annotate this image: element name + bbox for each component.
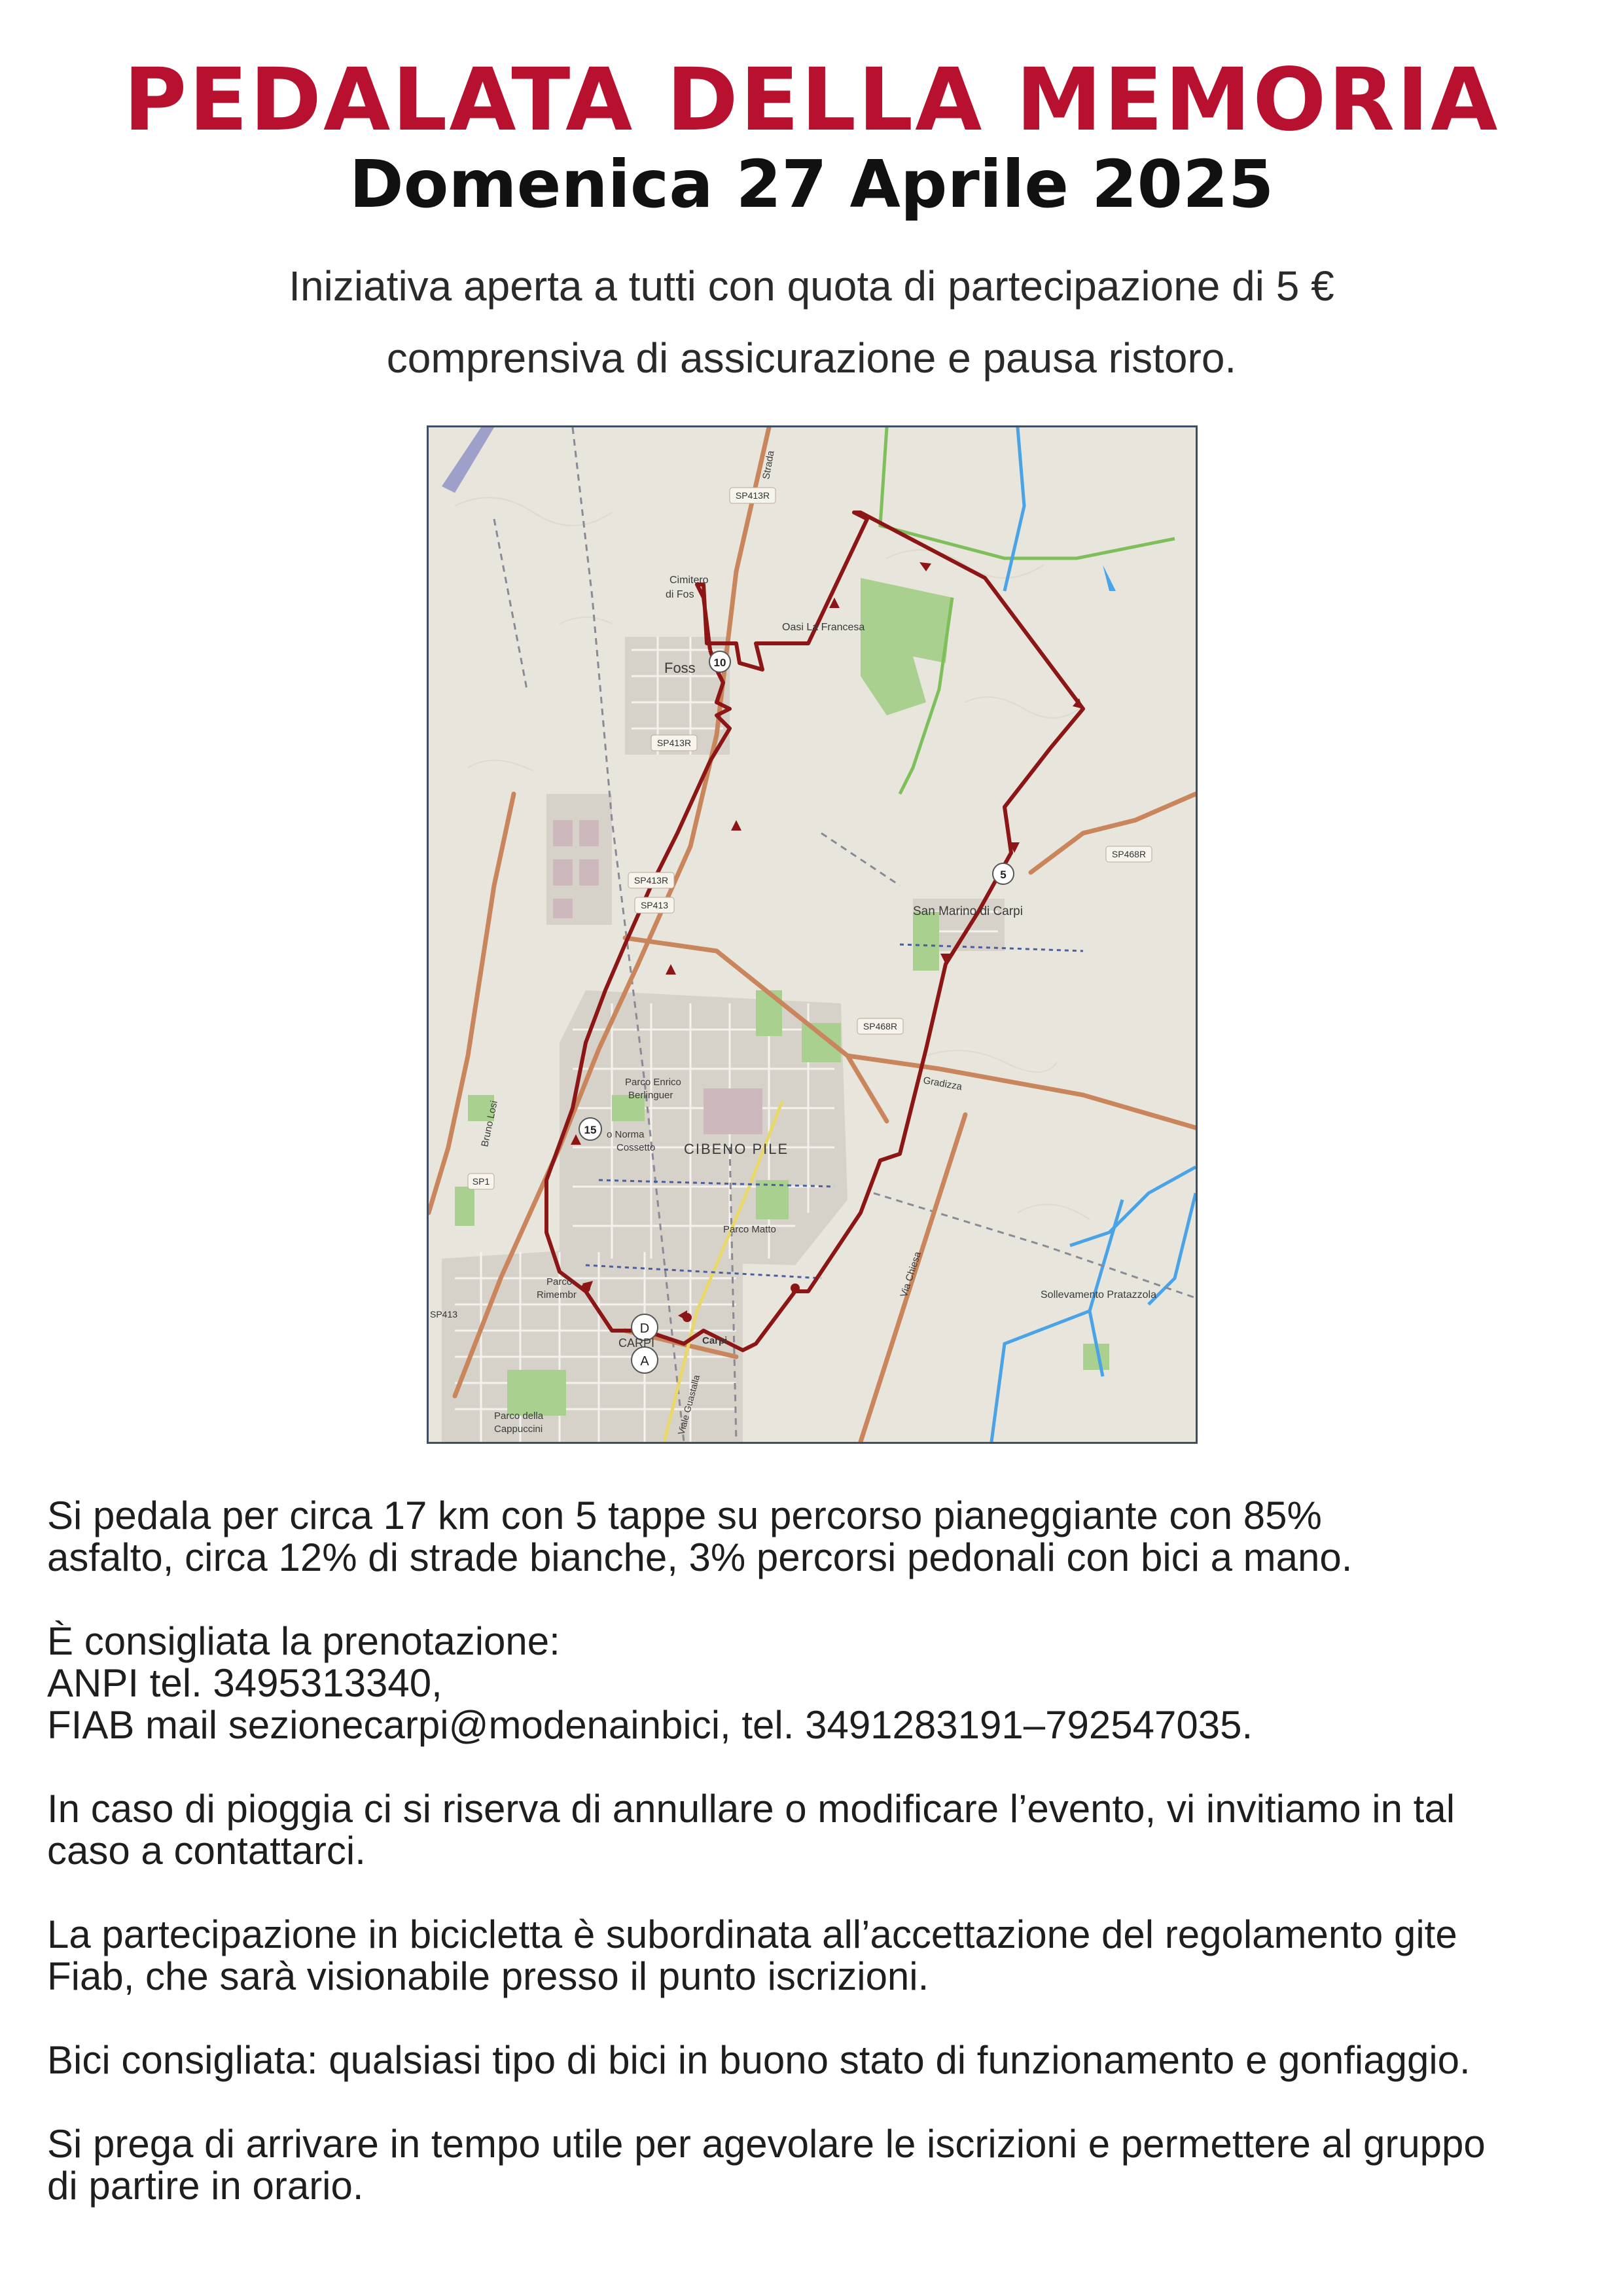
route-dot-1 (683, 1313, 692, 1322)
label-viale-guastalla: Viale Guastalla (675, 1373, 702, 1436)
shield-sp468r-a: SP468R (1111, 849, 1147, 859)
paragraph-regulation (47, 1914, 1578, 1998)
paragraph-route-line-1: Si pedala per circa 17 km con 5 tappe su percorso pianeggiante con 85% (47, 1494, 1322, 1537)
paragraph-booking-line-2: ANPI tel. 3495313340, (47, 1661, 442, 1705)
poster-title: PEDALATA DELLA MEMORIA (123, 50, 1500, 151)
marker-stage-15-label: 15 (584, 1124, 597, 1136)
paragraph-route-line-2: asfalto, circa 12% di strade bianche, 3% percorsi pedonali con bici a mano. (47, 1535, 1353, 1579)
label-gradizza: Gradizza (922, 1075, 963, 1093)
marker-arrival-label: A (640, 1354, 649, 1369)
label-fossoli: Foss (664, 660, 696, 676)
label-rimembr: Rimembr (537, 1289, 577, 1300)
marker-stage-10-label: 10 (713, 656, 726, 669)
label-carpi: CARPI (618, 1336, 655, 1350)
label-parco-della: Parco della (494, 1410, 544, 1422)
paragraph-rain (47, 1788, 1578, 1872)
label-norma: o Norma (607, 1129, 645, 1140)
label-cossetto: Cossetto (616, 1142, 656, 1153)
paragraph-route (47, 1495, 1578, 1579)
paragraph-rain-line-1: In caso di pioggia ci si riserva di annullare o modificare l’evento, vi invitiamo in tal (47, 1787, 1455, 1831)
label-oasi: Oasi La Francesa (782, 622, 865, 633)
label-strada: Strada (760, 450, 777, 480)
route-map (427, 425, 1198, 1444)
paragraph-booking (47, 1621, 1578, 1746)
paragraph-bike (47, 2039, 1578, 2081)
marker-stage-5 (993, 863, 1014, 884)
shield-sp413-left: SP413 (430, 1309, 458, 1319)
marker-arrival (632, 1347, 658, 1373)
shield-sp413r-c: SP413R (633, 875, 669, 886)
label-cappuccini: Cappuccini (494, 1424, 543, 1435)
paragraph-booking-line-3: FIAB mail sezionecarpi@modenainbici, tel. 3491283191–792547035. (47, 1703, 1253, 1747)
paragraph-rain-line-2: caso a contattarci. (47, 1829, 366, 1873)
marker-start-label: D (639, 1321, 650, 1336)
marker-stage-10 (709, 651, 730, 672)
paragraph-arrival-line-1: Si prega di arrivare in tempo utile per agevolare le iscrizioni e permettere al gruppo (47, 2122, 1486, 2166)
intro-line-2: comprensiva di assicurazione e pausa ristoro. (386, 334, 1237, 382)
label-cibeno: CIBENO PILE (684, 1141, 789, 1157)
label-di-fossoli: di Fos (666, 589, 694, 600)
shield-sp1: SP1 (472, 1176, 490, 1187)
paragraph-booking-line-1: È consigliata la prenotazione: (47, 1619, 560, 1663)
shield-sp468r-b: SP468R (863, 1021, 898, 1031)
route-dot-3 (581, 1283, 590, 1293)
label-parco-matto: Parco Matto (723, 1224, 776, 1235)
info-text (47, 1495, 1578, 2249)
shield-sp413r-a: SP413R (735, 490, 770, 501)
label-via-chiesa: Via Chiesa (898, 1250, 924, 1299)
paragraph-arrival (47, 2123, 1578, 2207)
paragraph-bike-line-1: Bici consigliata: qualsiasi tipo di bici in buono stato di funzionamento e gonfiaggio. (47, 2038, 1471, 2082)
marker-stage-15 (579, 1118, 601, 1140)
label-bruno-losi: Bruno Losi (479, 1100, 500, 1148)
label-carpi-small: Carpi (702, 1335, 728, 1346)
paragraph-regulation-line-2: Fiab, che sarà visionabile presso il punto iscrizioni. (47, 1954, 929, 1998)
event-date: Domenica 27 Aprile 2025 (349, 146, 1274, 223)
label-berlinguer: Berlinguer (628, 1090, 673, 1101)
label-san-marino: San Marino di Carpi (913, 905, 1023, 918)
intro-line-1: Iniziativa aperta a tutti con quota di partecipazione di 5 € (289, 262, 1334, 310)
label-parco-enrico: Parco Enrico (625, 1077, 681, 1088)
shield-sp413r-d: SP413 (640, 900, 669, 910)
route-dot-2 (791, 1283, 800, 1293)
intro-text (0, 250, 1623, 394)
shield-sp413r-b: SP413R (656, 738, 692, 748)
paragraph-regulation-line-1: La partecipazione in bicicletta è subordinata all’accettazione del regolamento gite (47, 1912, 1457, 1956)
label-sollevamento: Sollevamento Pratazzola (1041, 1289, 1156, 1300)
paragraph-arrival-line-2: di partire in orario. (47, 2164, 364, 2208)
label-cimitero: Cimitero (669, 575, 709, 586)
marker-stage-5-label: 5 (1000, 869, 1007, 881)
label-parco: Parco (546, 1276, 573, 1287)
